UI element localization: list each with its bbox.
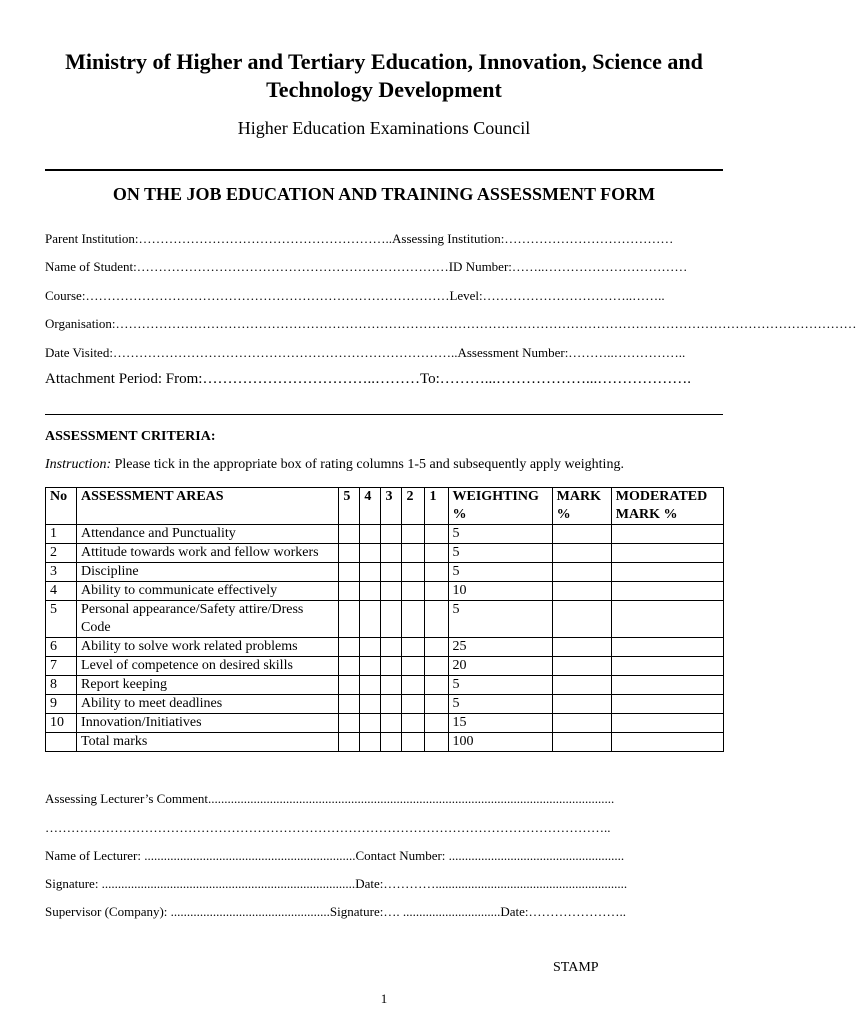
rating-5-cell[interactable] (339, 638, 360, 657)
rating-5-cell[interactable] (339, 695, 360, 714)
rating-4-cell[interactable] (360, 657, 381, 676)
section-divider (45, 414, 723, 415)
mark-cell[interactable] (552, 714, 611, 733)
row-no: 8 (46, 676, 77, 695)
rating-1-cell[interactable] (425, 638, 448, 657)
rating-3-cell[interactable] (381, 582, 402, 601)
row-weighting: 5 (448, 695, 552, 714)
table-row (46, 582, 724, 601)
mark-cell[interactable] (552, 657, 611, 676)
row-no: 7 (46, 657, 77, 676)
row-no: 2 (46, 544, 77, 563)
course-field: Course:………………………………………………………………………… (45, 288, 450, 303)
moderated-mark-cell[interactable] (611, 544, 723, 563)
rating-1-cell[interactable] (425, 525, 448, 544)
row-no: 4 (46, 582, 77, 601)
rating-1-cell[interactable] (425, 657, 448, 676)
row-weighting: 10 (448, 582, 552, 601)
name-of-student-field: Name of Student:……………………………………………………………… (45, 259, 449, 274)
rating-5-cell[interactable] (339, 544, 360, 563)
rating-4-cell[interactable] (360, 601, 381, 638)
rating-4-cell[interactable] (360, 582, 381, 601)
moderated-mark-cell[interactable] (611, 525, 723, 544)
row-weighting: 25 (448, 638, 552, 657)
rating-3-cell[interactable] (381, 676, 402, 695)
row-area: Attendance and Punctuality (77, 525, 339, 544)
rating-1-cell[interactable] (425, 582, 448, 601)
col-moderated: MODERATED MARK % (611, 488, 723, 525)
rating-3-cell[interactable] (381, 714, 402, 733)
total-rating-3-cell (381, 733, 402, 752)
rating-3-cell[interactable] (381, 544, 402, 563)
moderated-mark-cell[interactable] (611, 657, 723, 676)
total-rating-4-cell (360, 733, 381, 752)
row-area: Personal appearance/Safety attire/Dress Code (77, 601, 339, 638)
date-visited-field: Date Visited:…………………………………………………………………….. (45, 345, 458, 360)
lecturer-comment-line (45, 791, 723, 809)
row-weighting: 5 (448, 544, 552, 563)
rating-2-cell[interactable] (402, 525, 425, 544)
organisation-line (45, 316, 857, 334)
rating-3-cell[interactable] (381, 657, 402, 676)
row-area: Ability to meet deadlines (77, 695, 339, 714)
organisation-field: Organisation:……………………………………………………………………………………………………………………………………………………… (45, 316, 857, 331)
rating-2-cell[interactable] (402, 563, 425, 582)
mark-cell[interactable] (552, 544, 611, 563)
rating-2-cell[interactable] (402, 657, 425, 676)
rating-4-cell[interactable] (360, 563, 381, 582)
row-weighting: 5 (448, 563, 552, 582)
mark-cell[interactable] (552, 525, 611, 544)
council-name: Higher Education Examinations Council (237, 118, 531, 138)
attachment-to-field: To:………...………………...………………. (419, 371, 692, 387)
criteria-heading: ASSESSMENT CRITERIA: (45, 429, 216, 444)
total-moderated-cell[interactable] (611, 733, 723, 752)
rating-4-cell[interactable] (360, 544, 381, 563)
rating-1-cell[interactable] (425, 563, 448, 582)
rating-2-cell[interactable] (402, 601, 425, 638)
rating-4-cell[interactable] (360, 525, 381, 544)
rating-2-cell[interactable] (402, 695, 425, 714)
col-rating-4: 4 (360, 488, 381, 525)
mark-cell[interactable] (552, 601, 611, 638)
rating-2-cell[interactable] (402, 676, 425, 695)
rating-3-cell[interactable] (381, 638, 402, 657)
supervisor-date-field: Date:………………….. (500, 904, 626, 919)
rating-5-cell[interactable] (339, 676, 360, 695)
col-rating-1: 1 (425, 488, 448, 525)
total-rating-5-cell (339, 733, 360, 752)
rating-4-cell[interactable] (360, 695, 381, 714)
total-no-cell (46, 733, 77, 752)
rating-4-cell[interactable] (360, 676, 381, 695)
ministry-title: Ministry of Higher and Tertiary Education, Innovation, Science and Technology Development (65, 49, 703, 102)
signature-line (45, 876, 723, 894)
lecturer-comment-field: Assessing Lecturer’s Comment............................................................................................................................. (45, 791, 615, 806)
row-area: Attitude towards work and fellow workers (77, 544, 339, 563)
rating-1-cell[interactable] (425, 601, 448, 638)
supervisor-field: Supervisor (Company): ................................................. (45, 904, 330, 919)
table-header-row (46, 488, 724, 525)
assessment-table (45, 487, 724, 752)
rating-2-cell[interactable] (402, 638, 425, 657)
total-row (46, 733, 724, 752)
header-divider (45, 169, 723, 171)
rating-3-cell[interactable] (381, 695, 402, 714)
rating-4-cell[interactable] (360, 714, 381, 733)
row-area: Level of competence on desired skills (77, 657, 339, 676)
table-row (46, 695, 724, 714)
rating-5-cell[interactable] (339, 525, 360, 544)
parent-institution-field: Parent Institution:………………………………………………….. (45, 231, 393, 246)
table-row (46, 714, 724, 733)
row-area: Innovation/Initiatives (77, 714, 339, 733)
row-weighting: 15 (448, 714, 552, 733)
signature-field: Signature: .............................................................................. (45, 876, 356, 891)
supervisor-signature-field: Signature:…. .............................. (329, 904, 501, 919)
col-mark: MARK % (552, 488, 611, 525)
row-no: 1 (46, 525, 77, 544)
row-no: 5 (46, 601, 77, 638)
rating-5-cell[interactable] (339, 714, 360, 733)
lecturer-name-line (45, 848, 723, 866)
rating-5-cell[interactable] (339, 563, 360, 582)
id-number-field: ID Number:……..…………………………… (448, 259, 688, 274)
student-line (45, 259, 723, 277)
table-row (46, 638, 724, 657)
course-line (45, 288, 723, 306)
rating-4-cell[interactable] (360, 638, 381, 657)
rating-1-cell[interactable] (425, 714, 448, 733)
lecturer-name-field: Name of Lecturer: ................................................................. (45, 848, 356, 863)
supervisor-line (45, 904, 723, 922)
page-number: 1 (380, 991, 388, 1006)
moderated-mark-cell[interactable] (611, 638, 723, 657)
moderated-mark-cell[interactable] (611, 714, 723, 733)
moderated-mark-cell[interactable] (611, 582, 723, 601)
instruction-label: Instruction: (45, 457, 112, 472)
table-row (46, 657, 724, 676)
stamp-label: STAMP (553, 960, 599, 975)
instruction-text (45, 457, 624, 473)
mark-cell[interactable] (552, 563, 611, 582)
table-row (46, 601, 724, 638)
row-no: 3 (46, 563, 77, 582)
col-areas: ASSESSMENT AREAS (77, 488, 339, 525)
table-row (46, 525, 724, 544)
col-no: No (46, 488, 77, 525)
moderated-mark-cell[interactable] (611, 676, 723, 695)
row-weighting: 5 (448, 601, 552, 638)
date-visited-line (45, 345, 723, 363)
row-area: Ability to communicate effectively (77, 582, 339, 601)
row-weighting: 5 (448, 676, 552, 695)
row-area: Report keeping (77, 676, 339, 695)
row-no: 9 (46, 695, 77, 714)
form-title: ON THE JOB EDUCATION AND TRAINING ASSESSMENT FORM (112, 184, 656, 204)
contact-number-field: Contact Number: ...................................................... (355, 848, 625, 863)
row-no: 10 (46, 714, 77, 733)
moderated-mark-cell[interactable] (611, 563, 723, 582)
total-rating-1-cell (425, 733, 448, 752)
row-area: Discipline (77, 563, 339, 582)
rating-3-cell[interactable] (381, 601, 402, 638)
table-row (46, 563, 724, 582)
mark-cell[interactable] (552, 676, 611, 695)
mark-cell[interactable] (552, 695, 611, 714)
rating-2-cell[interactable] (402, 582, 425, 601)
assessment-number-field: Assessment Number:………..…………….. (457, 345, 686, 360)
col-weighting: WEIGHTING % (448, 488, 552, 525)
rating-1-cell[interactable] (425, 544, 448, 563)
level-field: Level:……………………………..…….. (449, 288, 665, 303)
attachment-from-field: Attachment Period: From:……………………………..……… (45, 371, 420, 387)
rating-3-cell[interactable] (381, 563, 402, 582)
rating-5-cell[interactable] (339, 582, 360, 601)
mark-cell[interactable] (552, 582, 611, 601)
instruction-body: Please tick in the appropriate box of rating columns 1-5 and subsequently apply weighting. (111, 457, 624, 472)
moderated-mark-cell[interactable] (611, 601, 723, 638)
rating-5-cell[interactable] (339, 657, 360, 676)
assessing-institution-field: Assessing Institution:………………………………… (392, 231, 674, 246)
table-row (46, 676, 724, 695)
row-weighting: 5 (448, 525, 552, 544)
rating-2-cell[interactable] (402, 714, 425, 733)
rating-1-cell[interactable] (425, 695, 448, 714)
comment-continuation: ………………………………………………………………………………………………………………….. (45, 820, 611, 835)
total-rating-2-cell (402, 733, 425, 752)
parent-institution-line (45, 231, 723, 249)
rating-1-cell[interactable] (425, 676, 448, 695)
date-field: Date:…………........................................................... (355, 876, 628, 891)
total-weighting: 100 (448, 733, 552, 752)
rating-5-cell[interactable] (339, 601, 360, 638)
mark-cell[interactable] (552, 638, 611, 657)
col-rating-5: 5 (339, 488, 360, 525)
total-label: Total marks (77, 733, 339, 752)
moderated-mark-cell[interactable] (611, 695, 723, 714)
attachment-period-line (45, 371, 723, 389)
rating-3-cell[interactable] (381, 525, 402, 544)
table-row (46, 544, 724, 563)
rating-2-cell[interactable] (402, 544, 425, 563)
col-rating-2: 2 (402, 488, 425, 525)
col-rating-3: 3 (381, 488, 402, 525)
comment-continuation-line (45, 820, 723, 838)
total-mark-cell[interactable] (552, 733, 611, 752)
row-no: 6 (46, 638, 77, 657)
row-weighting: 20 (448, 657, 552, 676)
row-area: Ability to solve work related problems (77, 638, 339, 657)
